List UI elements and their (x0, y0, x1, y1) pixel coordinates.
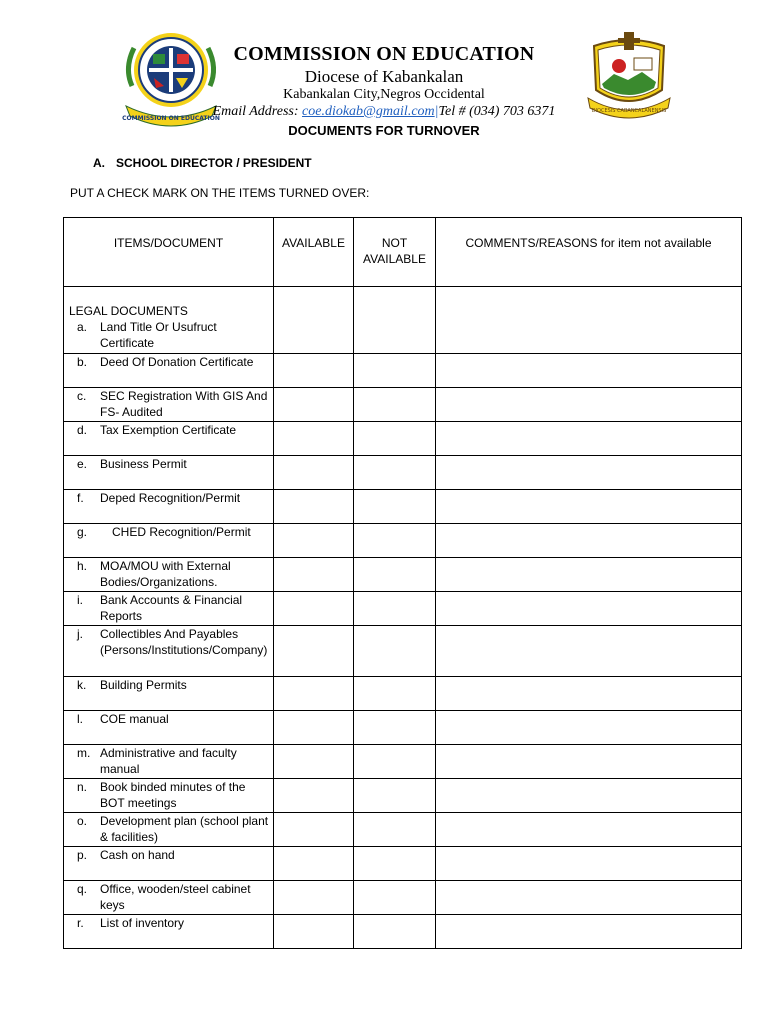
available-checkbox-cell[interactable] (274, 354, 354, 388)
instruction-text: PUT A CHECK MARK ON THE ITEMS TURNED OVER: (70, 186, 370, 200)
item-letter: p. (77, 848, 88, 862)
table-row (64, 711, 742, 745)
available-checkbox-cell[interactable] (274, 626, 354, 677)
item-letter: m. (77, 746, 91, 760)
item-letter: j. (77, 627, 83, 641)
item-letter: r. (77, 916, 84, 930)
item-cell (64, 779, 274, 813)
comments-cell[interactable] (436, 677, 742, 711)
item-text: Deed Of Donation Certificate (100, 355, 254, 369)
item-cell (64, 626, 274, 677)
item-letter: n. (77, 780, 88, 794)
item-cell (64, 490, 274, 524)
available-checkbox-cell[interactable] (274, 490, 354, 524)
table-row (64, 524, 742, 558)
comments-cell[interactable] (436, 558, 742, 592)
item-letter: d. (77, 423, 88, 437)
not-available-checkbox-cell[interactable] (354, 354, 436, 388)
available-checkbox-cell[interactable] (274, 813, 354, 847)
comments-cell[interactable] (436, 354, 742, 388)
turnover-checklist-table (63, 217, 742, 949)
item-text: Cash on hand (100, 848, 175, 862)
table-row (64, 847, 742, 881)
table-row (64, 915, 742, 949)
item-cell (64, 677, 274, 711)
diocese-name: Diocese of Kabankalan (304, 67, 464, 86)
logo-right-caption: DIOCESIS CABANCALANENSIS (591, 108, 667, 114)
item-cell (64, 847, 274, 881)
available-checkbox-cell[interactable] (274, 745, 354, 779)
email-link[interactable]: coe.diokab@gmail.com (302, 104, 435, 119)
available-checkbox-cell[interactable] (274, 592, 354, 626)
item-text: Deped Recognition/Permit (100, 491, 241, 505)
item-text: Land Title Or Usufruct Certificate (100, 320, 217, 350)
section-title: SCHOOL DIRECTOR / PRESIDENT (116, 156, 312, 170)
comments-cell[interactable] (436, 388, 742, 422)
not-available-checkbox-cell[interactable] (354, 558, 436, 592)
available-checkbox-cell[interactable] (274, 287, 354, 354)
organization-title: COMMISSION ON EDUCATION (233, 43, 535, 65)
available-checkbox-cell[interactable] (274, 558, 354, 592)
section-heading (93, 156, 312, 170)
table-row (64, 745, 742, 779)
item-text: Office, wooden/steel cabinet keys (100, 882, 251, 912)
item-text: List of inventory (100, 916, 185, 930)
available-checkbox-cell[interactable] (274, 456, 354, 490)
table-row (64, 354, 742, 388)
comments-cell[interactable] (436, 779, 742, 813)
item-text: Building Permits (100, 678, 187, 692)
item-letter: h. (77, 559, 88, 573)
available-checkbox-cell[interactable] (274, 915, 354, 949)
item-cell (64, 456, 274, 490)
column-header-comments: COMMENTS/REASONS for item not available (436, 218, 742, 287)
table-row (64, 779, 742, 813)
table-row (64, 456, 742, 490)
comments-cell[interactable] (436, 626, 742, 677)
item-cell (64, 287, 274, 354)
item-letter: l. (77, 712, 83, 726)
table-row (64, 388, 742, 422)
item-letter: g. (77, 525, 88, 539)
available-checkbox-cell[interactable] (274, 422, 354, 456)
not-available-checkbox-cell[interactable] (354, 388, 436, 422)
available-checkbox-cell[interactable] (274, 847, 354, 881)
group-label: LEGAL DOCUMENTS (69, 304, 188, 318)
section-letter: A. (93, 156, 105, 170)
table-row (64, 677, 742, 711)
not-available-checkbox-cell[interactable] (354, 422, 436, 456)
item-text: Business Permit (100, 457, 187, 471)
not-available-checkbox-cell[interactable] (354, 287, 436, 354)
table-row (64, 287, 742, 354)
table-row (64, 592, 742, 626)
comments-cell[interactable] (436, 422, 742, 456)
comments-cell[interactable] (436, 490, 742, 524)
comments-cell[interactable] (436, 915, 742, 949)
table-row (64, 626, 742, 677)
column-header-items: ITEMS/DOCUMENT (64, 218, 274, 287)
table-row (64, 490, 742, 524)
item-cell (64, 524, 274, 558)
not-available-checkbox-cell[interactable] (354, 524, 436, 558)
table-header-row (64, 218, 742, 287)
item-cell (64, 388, 274, 422)
item-letter: b. (77, 355, 88, 369)
item-cell (64, 558, 274, 592)
column-header-available: AVAILABLE (274, 218, 354, 287)
email-label: Email Address: (212, 104, 299, 119)
item-letter: c. (77, 389, 87, 403)
item-cell (64, 422, 274, 456)
item-cell (64, 813, 274, 847)
city-address: Kabankalan City,Negros Occidental (283, 87, 485, 102)
item-text: Bank Accounts & Financial Reports (100, 593, 243, 623)
item-letter: q. (77, 882, 88, 896)
not-available-checkbox-cell[interactable] (354, 456, 436, 490)
column-header-not-available: NOT AVAILABLE (354, 218, 436, 287)
item-text: Collectibles And Payables (Persons/Institutions/Company) (100, 627, 268, 657)
not-available-checkbox-cell[interactable] (354, 779, 436, 813)
comments-cell[interactable] (436, 881, 742, 915)
item-cell (64, 881, 274, 915)
not-available-checkbox-cell[interactable] (354, 881, 436, 915)
telephone: Tel # (034) 703 6371 (438, 104, 556, 119)
available-checkbox-cell[interactable] (274, 881, 354, 915)
item-text: Development plan (school plant & facilities) (100, 814, 269, 844)
logo-left-caption: COMMISSION ON EDUCATION (122, 115, 220, 122)
available-checkbox-cell[interactable] (274, 711, 354, 745)
available-checkbox-cell[interactable] (274, 524, 354, 558)
table-row (64, 881, 742, 915)
item-cell (64, 915, 274, 949)
item-text: MOA/MOU with External Bodies/Organizations. (100, 559, 231, 589)
table-row (64, 422, 742, 456)
item-letter: i. (77, 593, 83, 607)
table-row (64, 558, 742, 592)
item-cell (64, 354, 274, 388)
available-checkbox-cell[interactable] (274, 677, 354, 711)
item-cell (64, 592, 274, 626)
item-letter: f. (77, 491, 84, 505)
not-available-checkbox-cell[interactable] (354, 711, 436, 745)
contact-line: Email Address: coe.diokab@gmail.com|Tel # (034) 703 6371 (212, 104, 556, 119)
item-letter: e. (77, 457, 88, 471)
item-text: Tax Exemption Certificate (100, 423, 237, 437)
available-checkbox-cell[interactable] (274, 388, 354, 422)
document-title: DOCUMENTS FOR TURNOVER (288, 123, 480, 138)
comments-cell[interactable] (436, 711, 742, 745)
not-available-checkbox-cell[interactable] (354, 490, 436, 524)
comments-cell[interactable] (436, 592, 742, 626)
item-cell (64, 745, 274, 779)
item-text: Book binded minutes of the BOT meetings (100, 780, 246, 810)
item-text: SEC Registration With GIS And FS- Audited (100, 389, 268, 419)
not-available-checkbox-cell[interactable] (354, 745, 436, 779)
table-row (64, 813, 742, 847)
not-available-checkbox-cell[interactable] (354, 813, 436, 847)
not-available-checkbox-cell[interactable] (354, 915, 436, 949)
not-available-checkbox-cell[interactable] (354, 677, 436, 711)
comments-cell[interactable] (436, 745, 742, 779)
item-letter: k. (77, 678, 87, 692)
item-text: Administrative and faculty manual (100, 746, 237, 776)
item-cell (64, 711, 274, 745)
not-available-checkbox-cell[interactable] (354, 626, 436, 677)
not-available-checkbox-cell[interactable] (354, 847, 436, 881)
comments-cell[interactable] (436, 287, 742, 354)
comments-cell[interactable] (436, 456, 742, 490)
item-text: CHED Recognition/Permit (112, 525, 251, 539)
item-letter: a. (77, 320, 88, 334)
available-checkbox-cell[interactable] (274, 779, 354, 813)
comments-cell[interactable] (436, 847, 742, 881)
item-letter: o. (77, 814, 88, 828)
item-text: COE manual (100, 712, 169, 726)
comments-cell[interactable] (436, 813, 742, 847)
comments-cell[interactable] (436, 524, 742, 558)
not-available-checkbox-cell[interactable] (354, 592, 436, 626)
